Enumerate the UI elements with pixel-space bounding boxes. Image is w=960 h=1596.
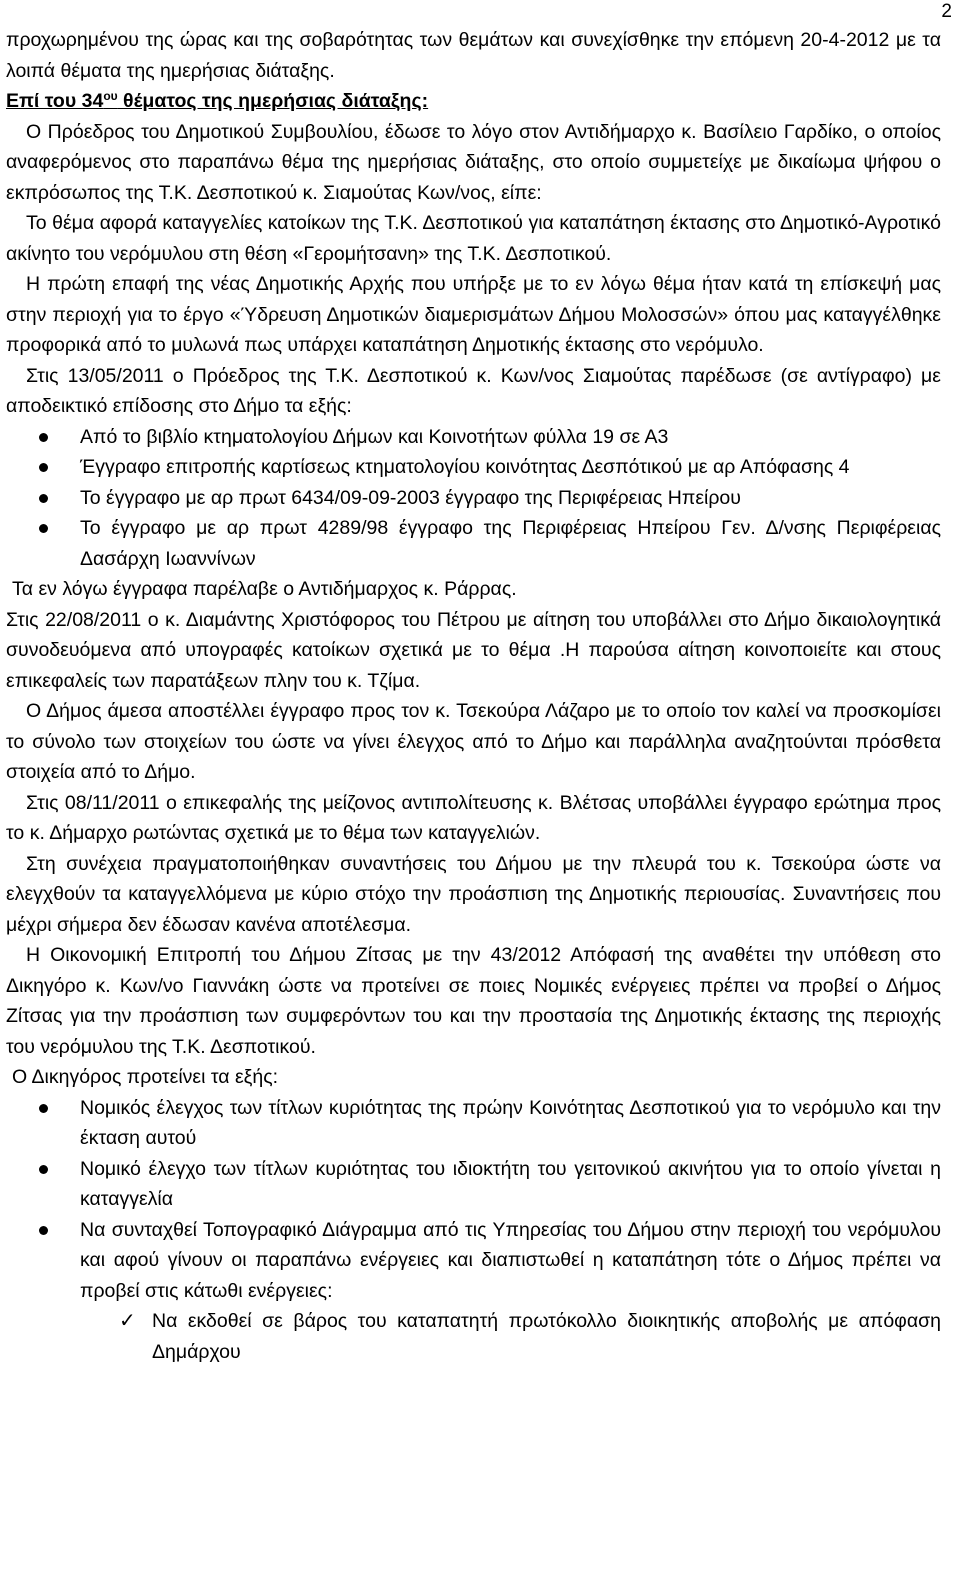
actions-list [6, 1306, 941, 1367]
paragraph-lawyer-proposal: Ο Δικηγόρος προτείνει τα εξής: [12, 1066, 279, 1088]
list-item: Το έγγραφο με αρ πρωτ 4289/98 έγγραφο της Περιφέρειας Ηπείρου Γεν. Δ/νσης Περιφέρειας Δασάρχη Ιωαννίνων [6, 513, 941, 574]
list-item: Νομικός έλεγχος των τίτλων κυριότητας της πρώην Κοινότητας Δεσποτικού για το νερόμυλο και την έκταση αυτού [6, 1093, 941, 1154]
list-item: ✓ Να εκδοθεί σε βάρος του καταπατητή πρωτόκολλο διοικητικής αποβολής με απόφαση Δημάρχου [6, 1306, 941, 1367]
list-item: Έγγραφο επιτροπής καρτίσεως κτηματολογίου κοινότητας Δεσπότικού με αρ Απόφασης 4 [6, 452, 941, 483]
documents-list [6, 422, 941, 575]
paragraph-subject: Το θέμα αφορά καταγγελίες κατοίκων της Τ.Κ. Δεσποτικού για καταπάτηση έκτασης στο Δημοτικό-Αγροτικό ακίνητο του νερόμυλου στη θέση «Γερομήτσανη» της Τ.Κ. Δεσποτικού. [6, 212, 941, 265]
paragraph-delivery: Στις 13/05/2011 ο Πρόεδρος της Τ.Κ. Δεσποτικού κ. Κων/νος Σιαμούτας παρέδωσε (σε αντίγραφο) με αποδεικτικό επίδοσης στο Δήμο τα εξής: [6, 364, 941, 417]
paragraph-continuation: προχωρημένου της ώρας και της σοβαρότητας των θεμάτων και συνεχίσθηκε την επόμενη 20-4-2012 με τα λοιπά θέματα της ημερήσιας διάταξης. [6, 29, 941, 82]
paragraph-first-contact: Η πρώτη επαφή της νέας Δημοτικής Αρχής που υπήρξε με το εν λόγω θέμα ήταν κατά τη επίσκεψή μας στην περιοχή για το έργο «Ύδρευση Δημοτικών διαμερισμάτων Δήμου Μολοσσών» όπου μας καταγγέλθηκε προφορικά από το μυλωνά πως υπάρχει καταπάτηση Δημοτικής έκτασης στο νερόμυλο. [6, 273, 941, 356]
paragraph-meetings: Στη συνέχεια πραγματοποιήθηκαν συναντήσεις του Δήμου με την πλευρά του κ. Τσεκούρα ώστε να ελεγχθούν τα καταγγελλόμενα με κύριο στόχο την προάσπιση της Δημοτικής περιουσίας. Συναντήσεις που μέχρι σήμερα δεν έδωσαν κανένα αποτέλεσμα. [6, 852, 941, 936]
checkmark-icon: ✓ [119, 1310, 136, 1332]
paragraph-request-letter: Ο Δήμος άμεσα αποστέλλει έγγραφο προς τον κ. Τσεκούρα Λάζαρο με το οποίο τον καλεί να προσκομίσει το σύνολο των στοιχείων του ώστε να γίνει έλεγχος από το Δήμο και παράλληλα αναζητούνται πρόσθετα στοιχεία από το Δήμο. [6, 700, 941, 783]
paragraph-intro: Ο Πρόεδρος του Δημοτικού Συμβουλίου, έδωσε το λόγο στον Αντιδήμαρχο κ. Βασίλειο Γαρδίκο, ο οποίος αναφερόμενος στο παραπάνω θέμα της ημερήσιας διάταξης, στο οποίο συμμετείχε με δικαίωμα ψήφου ο εκπρόσωπος της Τ.Κ. Δεσποτικού κ. Σιαμούτας Κων/νος, είπε: [6, 120, 941, 204]
bullet-icon [39, 463, 48, 472]
list-item: Από το βιβλίο κτηματολογίου Δήμων και Κοινοτήτων φύλλα 19 σε Α3 [6, 422, 941, 453]
bullet-icon [39, 494, 48, 503]
paragraph-committee-decision: Η Οικονομική Επιτροπή του Δήμου Ζίτσας με την 43/2012 Απόφασή της αναθέτει την υπόθεση στο Δικηγόρο κ. Κων/νο Γιαννάκη ώστε να προτείνει σε ποιες Νομικές ενέργειες πρέπει να προβεί ο Δήμος Ζίτσας για την προάσπιση των συμφερόντων του και την προστασία της Δημοτικής έκτασης της περιοχής του νερόμυλου της Τ.Κ. Δεσποτικού. [6, 944, 941, 1058]
document-body [6, 25, 941, 1367]
list-item: Να συνταχθεί Τοπογραφικό Διάγραμμα από τις Υπηρεσίας του Δήμου στην περιοχή του νερόμυλου και αφού γίνουν οι παραπάνω ενέργειες και διαπιστωθεί η καταπάτηση τότε ο Δήμος πρέπει να προβεί στις κάτωθι ενέργειες: [6, 1215, 941, 1307]
page-number: 2 [941, 1, 952, 22]
proposals-list [6, 1093, 941, 1307]
bullet-icon [39, 1165, 48, 1174]
list-item: Το έγγραφο με αρ πρωτ 6434/09-09-2003 έγγραφο της Περιφέρειας Ηπείρου [6, 483, 941, 514]
bullet-icon [39, 1226, 48, 1235]
paragraph-received: Τα εν λόγω έγγραφα παρέλαβε ο Αντιδήμαρχος κ. Ράρρας. [12, 578, 517, 600]
paragraph-opposition-question: Στις 08/11/2011 ο επικεφαλής της μείζονος αντιπολίτευσης κ. Βλέτσας υποβάλλει έγγραφο ερώτημα προς το κ. Δήμαρχο ρωτώντας σχετικά με το θέμα των καταγγελιών. [6, 791, 941, 844]
bullet-icon [39, 524, 48, 533]
bullet-icon [39, 433, 48, 442]
paragraph-application: Στις 22/08/2011 ο κ. Διαμάντης Χριστόφορος του Πέτρου με αίτηση του υποβάλλει στο Δήμο δικαιολογητικά συνοδευόμενα από υπογραφές κατοίκων σχετικά με το θέμα .Η παρούσα αίτηση κοινοποιείτε και στους επικεφαλείς των παρατάξεων πλην του κ. Τζίμα. [6, 608, 941, 692]
section-heading: Επί του $34^{o\upsilon}$ θέματος της ημερήσιας διάταξης: [6, 89, 429, 112]
list-item: Νομικό έλεγχο των τίτλων κυριότητας του ιδιοκτήτη του γειτονικού ακινήτου για το οποίο γίνεται η καταγγελία [6, 1154, 941, 1215]
bullet-icon [39, 1104, 48, 1113]
